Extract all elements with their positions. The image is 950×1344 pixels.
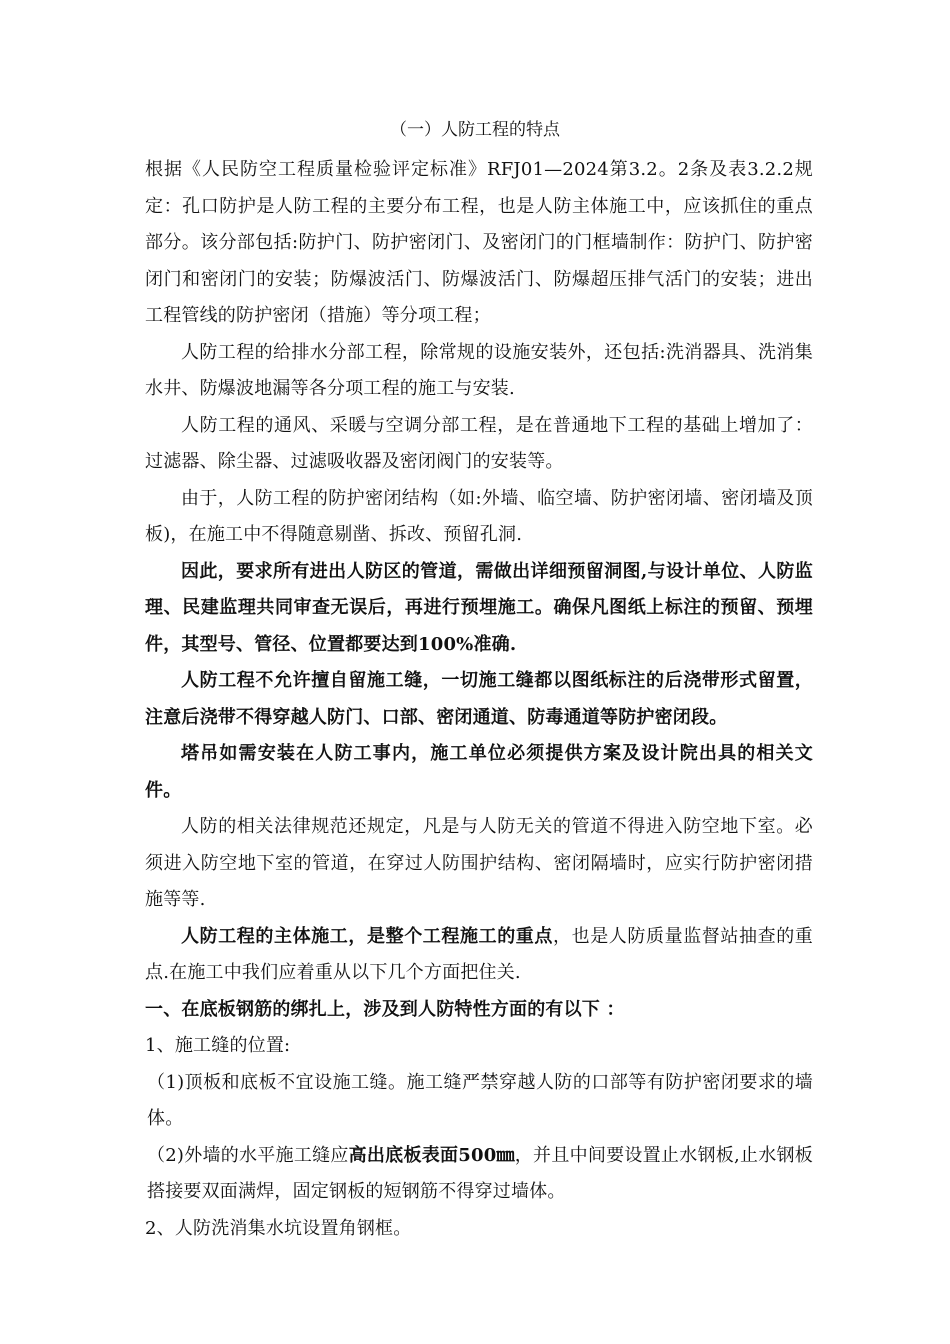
joint-position-2-emphasis: 高出底板表面500㎜ xyxy=(348,1144,515,1166)
section-title: （一）人防工程的特点 xyxy=(390,120,560,140)
joint-position-2-post: ，并且中间要设置止水钢板,止水钢板搭接要双面满焊，固定钢板的短钢筋不得穿过墙体。 xyxy=(147,1144,814,1202)
list-item-joint-position-2 xyxy=(145,1138,813,1211)
paragraph-construction-joints: 人防工程不允许擅自留施工缝，一切施工缝都以图纸标注的后浇带形式留置，注意后浇带不得穿越人防门、口部、密闭通道、防毒通道等防护密闭段。 xyxy=(145,670,813,728)
main-construction-emphasis: 人防工程的主体施工，是整个工程施工的重点 xyxy=(181,925,553,947)
paragraph-water-supply: 人防工程的给排水分部工程，除常规的设施安装外，还包括:洗消器具、洗消集水井、防爆波地漏等各分项工程的施工与安装. xyxy=(145,341,813,399)
heading-floor-rebar: 一、在底板钢筋的绑扎上，涉及到人防特性方面的有以下 ： xyxy=(145,998,625,1020)
list-item-joint-position-1: （1)顶板和底板不宜设施工缝。施工缝严禁穿越人防的口部等有防护密闭要求的墙体。 xyxy=(147,1071,813,1129)
paragraph-legal-rules: 人防的相关法律规范还规定，凡是与人防无关的管道不得进入防空地下室。必须进入防空地下室的管道，在穿过人防围护结构、密闭隔墙时，应实行防护密闭措施等等. xyxy=(145,816,813,910)
paragraph-ventilation: 人防工程的通风、采暖与空调分部工程，是在普通地下工程的基础上增加了：过滤器、除尘器、过滤吸收器及密闭阀门的安装等。 xyxy=(145,414,813,472)
paragraph-tower-crane: 塔吊如需安装在人防工事内，施工单位必须提供方案及设计院出具的相关文件。 xyxy=(145,743,813,801)
list-item-sump-frame: 2、人防洗消集水坑设置角钢框。 xyxy=(145,1217,412,1239)
list-item-joint-position: 1、施工缝的位置: xyxy=(145,1035,291,1056)
paragraph-protective-structure: 由于，人防工程的防护密闭结构（如:外墙、临空墙、防护密闭墙、密闭墙及顶板)，在施工中不得随意剔凿、拆改、预留孔洞. xyxy=(145,487,813,545)
joint-position-2-pre: （2)外墙的水平施工缝应 xyxy=(147,1144,349,1166)
document-body xyxy=(145,152,813,1247)
paragraph-main-construction xyxy=(145,919,813,992)
main-construction-rest: ，也是人防质量监督站抽查的重点.在施工中我们应着重从以下几个方面把住关. xyxy=(145,925,813,983)
paragraph-pipe-review: 因此，要求所有进出人防区的管道，需做出详细预留洞图,与设计单位、人防监理、民建监理共同审查无误后，再进行预埋施工。确保凡图纸上标注的预留、预埋件，其型号、管径、位置都要达到100%准确. xyxy=(145,560,813,655)
paragraph-standard-reference: 根据《人民防空工程质量检验评定标准》RFJ01—2024第3.2。2条及表3.2.2规定：孔口防护是人防工程的主要分布工程，也是人防主体施工中，应该抓住的重点部分。该分部包括:防护门、防护密闭门、及密闭门的门框墙制作：防护门、防护密闭门和密闭门的安装；防爆波活门、防爆波活门、防爆超压排气活门的安装；进出工程管线的防护密闭（措施）等分项工程； xyxy=(145,159,813,326)
